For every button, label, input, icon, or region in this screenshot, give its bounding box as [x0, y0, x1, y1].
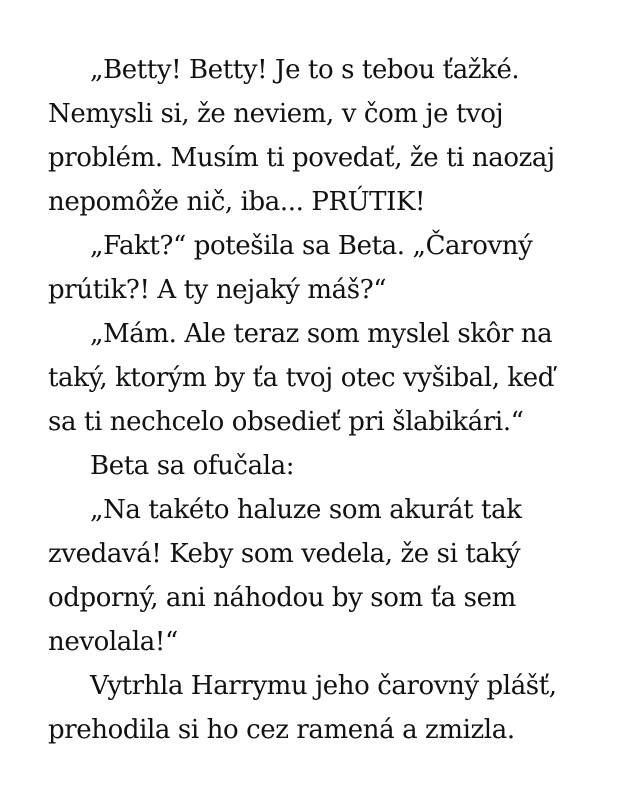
text-line-3: problém. Musím ti povedať, že ti naozaj [48, 143, 555, 173]
text-line-5: „Fakt?“ potešila sa Beta. „Čarovný [90, 231, 533, 261]
text-line-6: prútik?! A ty nejaký máš?“ [48, 275, 387, 305]
text-line-8: taký, ktorým by ťa tvoj otec vyšibal, keď [48, 363, 555, 393]
text-line-9: sa ti nechcelo obsedieť pri šlabikári.“ [48, 407, 524, 437]
text-line-4: nepomôže nič, iba... PRÚTIK! [48, 187, 426, 217]
text-line-2: Nemysli si, že neviem, v čom je tvoj [48, 99, 504, 129]
text-line-14: nevolala!“ [48, 627, 178, 657]
text-line-13: odporný, ani náhodou by som ťa sem [48, 583, 516, 613]
page-text [48, 48, 620, 752]
text-line-12: zvedavá! Keby som vedela, že si taký [48, 539, 521, 569]
text-line-11: „Na takéto haluze som akurát tak [90, 495, 522, 525]
text-line-15: Vytrhla Harrymu jeho čarovný plášť, [90, 671, 557, 701]
text-line-10: Beta sa ofučala: [90, 451, 295, 481]
text-line-7: „Mám. Ale teraz som myslel skôr na [90, 319, 553, 349]
text-line-16: prehodila si ho cez ramená a zmizla. [48, 715, 515, 745]
text-line-1: „Betty! Betty! Je to s tebou ťažké. [90, 55, 520, 85]
